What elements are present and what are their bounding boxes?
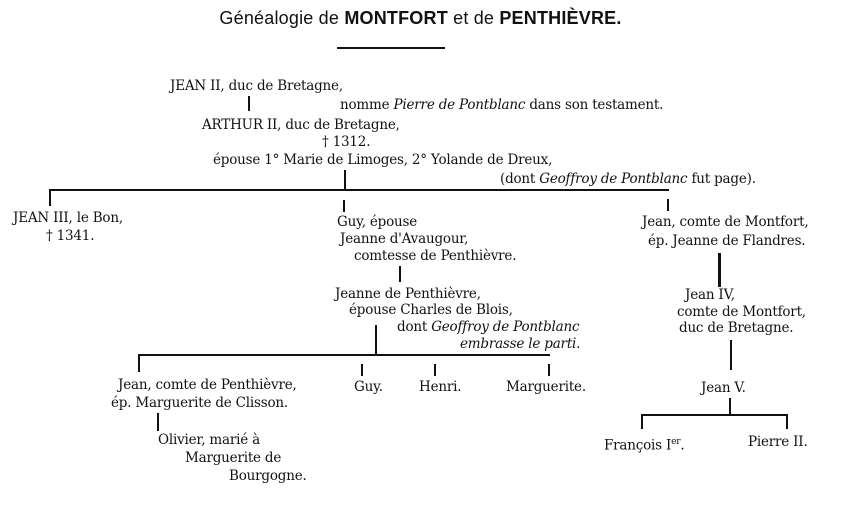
- node-jean-montfort-line1: Jean, comte de Montfort,: [642, 214, 809, 230]
- node-jeanne-penthievre-line2: épouse Charles de Blois,: [349, 302, 513, 318]
- node-jean-ii-line2: [340, 97, 663, 113]
- node-olivier-line1: Olivier, marié à: [158, 432, 260, 448]
- node-jean-iv-line2: comte de Montfort,: [677, 304, 806, 320]
- node-arthur-ii-line1: ARTHUR II, duc de Bretagne,: [202, 117, 400, 133]
- title-montfort: MONTFORT: [344, 8, 448, 28]
- drop-guy: [343, 200, 345, 212]
- drop-guy2: [361, 364, 363, 376]
- node-jean-iii-line1: JEAN III, le Bon,: [13, 210, 123, 226]
- node-jean-v: Jean V.: [701, 380, 746, 396]
- connector-guy-jeanne: [399, 266, 401, 282]
- connector-jean5-children: [729, 398, 731, 414]
- node-arthur-ii-line4: [500, 171, 756, 187]
- drop-jean-penthievre: [138, 354, 140, 372]
- title-text-2: et de: [447, 8, 500, 28]
- node-henri: Henri.: [419, 379, 462, 395]
- connector-jean-penthievre-olivier: [157, 413, 159, 431]
- arthur2-dont: (dont: [500, 171, 540, 187]
- francois-name: François I: [604, 437, 672, 454]
- node-francois-ier: [604, 434, 684, 454]
- node-jean-iv-line3: duc de Bretagne.: [679, 320, 794, 336]
- node-guy-line2: Jeanne d'Avaugour,: [340, 231, 469, 247]
- jean2-testament: dans son testament.: [525, 97, 664, 113]
- node-olivier-line2: Marguerite de: [185, 450, 282, 466]
- francois-ordinal: er: [671, 437, 681, 447]
- node-jean-montfort-line2: ép. Jeanne de Flandres.: [648, 233, 806, 249]
- node-pierre-ii: Pierre II.: [748, 434, 808, 450]
- connector-jean4-jean5: [730, 340, 732, 370]
- node-guy-line3: comtesse de Penthièvre.: [354, 248, 517, 264]
- jean2-pierre-de-pontblanc: Pierre de Pontblanc: [393, 97, 526, 113]
- title-penthievre: PENTHIÈVRE.: [499, 8, 622, 28]
- node-jean-iii-line2: † 1341.: [46, 228, 95, 244]
- connector-jean2-arthur2: [248, 96, 250, 111]
- drop-jean-montfort: [667, 199, 669, 211]
- jeanne-embrasse-le-parti: embrasse le parti.: [460, 336, 581, 352]
- drop-pierre2: [786, 414, 788, 429]
- children-bar-jean5: [641, 414, 788, 416]
- node-jean-iv-line1: Jean IV,: [685, 287, 735, 303]
- title-text-1: Généalogie de: [219, 8, 345, 28]
- node-marguerite: Marguerite.: [506, 379, 586, 395]
- node-jean-penthievre-line1: Jean, comte de Penthièvre,: [118, 377, 297, 393]
- node-arthur-ii-line2: † 1312.: [322, 134, 371, 150]
- drop-francois1: [641, 414, 643, 429]
- node-jeanne-penthievre-line1: Jeanne de Penthièvre,: [335, 286, 481, 302]
- children-bar-arthur2: [49, 189, 669, 191]
- node-guy-line1: Guy, épouse: [337, 214, 418, 230]
- node-jean-penthievre-line2: ép. Marguerite de Clisson.: [111, 395, 288, 411]
- jeanne-geoffroy-de-pontblanc: Geoffroy de Pontblanc: [431, 319, 580, 335]
- connector-arthur2-children: [344, 170, 346, 190]
- arthur2-fut-page: fut page).: [687, 171, 756, 187]
- node-jean-ii-line1: JEAN II, duc de Bretagne,: [170, 78, 343, 94]
- node-olivier-line3: Bourgogne.: [229, 468, 307, 484]
- connector-jean-montfort-jean4: [718, 253, 721, 287]
- francois-period: .: [680, 437, 685, 454]
- title-rule: [337, 47, 445, 49]
- node-jeanne-penthievre-line4: [460, 336, 580, 352]
- node-guy2: Guy.: [354, 379, 383, 395]
- page-title: [0, 8, 841, 29]
- jeanne-dont: dont: [397, 319, 432, 335]
- drop-jean3: [49, 189, 51, 206]
- drop-henri: [434, 364, 436, 376]
- jean2-nomme: nomme: [340, 97, 394, 113]
- node-jeanne-penthievre-line3: [397, 319, 579, 335]
- drop-marguerite: [548, 364, 550, 376]
- connector-jeanne-children: [375, 325, 377, 354]
- node-arthur-ii-line3: épouse 1° Marie de Limoges, 2° Yolande de Dreux,: [213, 152, 553, 168]
- children-bar-jeanne: [138, 354, 550, 356]
- arthur2-geoffroy-de-pontblanc: Geoffroy de Pontblanc: [539, 171, 688, 187]
